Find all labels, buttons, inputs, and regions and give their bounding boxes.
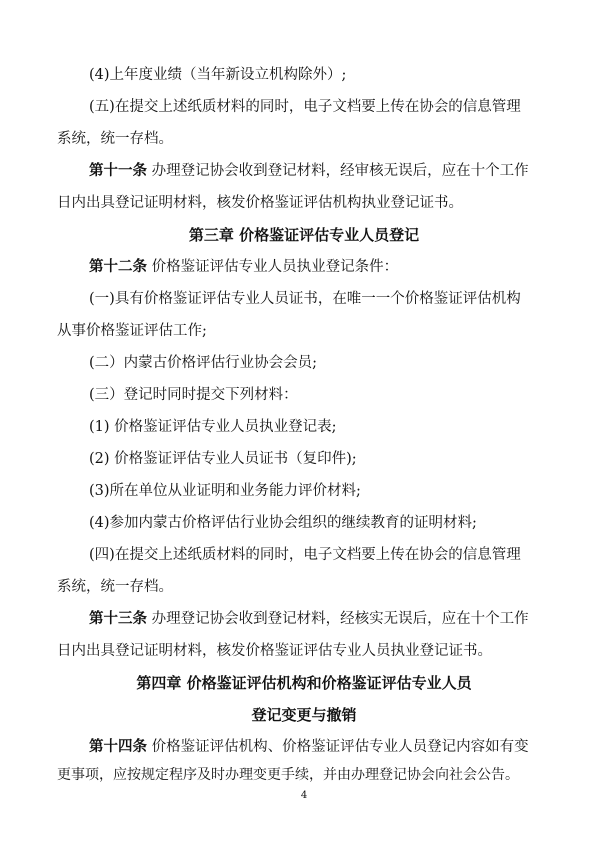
article-eleven-label: 第十一条 xyxy=(89,163,147,179)
material-three: (3)所在单位从业证明和业务能力评价材料; xyxy=(89,483,361,499)
condition-one-line2: 从事价格鉴证评估工作; xyxy=(57,323,207,339)
article-twelve-label: 第十二条 xyxy=(89,259,147,275)
article-fourteen-line1 xyxy=(89,737,529,757)
article-fourteen-text: 价格鉴证评估机构、价格鉴证评估专业人员登记内容如有变 xyxy=(147,739,529,755)
material-four: (4)参加内蒙古价格评估行业协会组织的继续教育的证明材料; xyxy=(89,515,477,531)
paragraph-item-five-line2: 系统，统一存档。 xyxy=(57,131,173,147)
article-twelve-line1 xyxy=(89,257,398,277)
article-eleven-line1 xyxy=(89,161,529,181)
article-eleven-text: 办理登记协会收到登记材料，经审核无误后，应在十个工作 xyxy=(147,163,529,179)
condition-three: (三）登记时同时提交下列材料： xyxy=(89,387,298,403)
condition-one-line1: (一)具有价格鉴证评估专业人员证书，在唯一一个价格鉴证评估机构 xyxy=(89,291,521,307)
article-thirteen-line2: 日内出具登记证明材料，核发价格鉴证评估专业人员执业登记证书。 xyxy=(57,643,492,659)
article-fourteen-label: 第十四条 xyxy=(89,739,147,755)
condition-two: (二）内蒙古价格评估行业协会会员; xyxy=(89,355,318,371)
article-eleven-line2: 日内出具登记证明材料，核发价格鉴证评估机构执业登记证书。 xyxy=(57,195,463,211)
article-fourteen-line2: 更事项，应按规定程序及时办理变更手续，并由办理登记协会向社会公告。 xyxy=(57,767,519,783)
material-two: (2) 价格鉴证评估专业人员证书（复印件); xyxy=(89,451,357,467)
condition-four-line1: (四)在提交上述纸质材料的同时，电子文档要上传在协会的信息管理 xyxy=(89,547,521,563)
paragraph-prior-performance: (4)上年度业绩（当年新设立机构除外）; xyxy=(89,67,347,83)
condition-four-line2: 系统，统一存档。 xyxy=(57,579,173,595)
chapter-four-heading-line1: 第四章 价格鉴证评估机构和价格鉴证评估专业人员 xyxy=(136,674,472,692)
article-thirteen-label: 第十三条 xyxy=(89,611,147,627)
chapter-four-heading-line2: 登记变更与撤销 xyxy=(251,706,357,724)
article-thirteen-text: 办理登记协会收到登记材料，经核实无误后，应在十个工作 xyxy=(147,611,529,627)
page-number: 4 xyxy=(300,790,308,801)
chapter-three-heading: 第三章 价格鉴证评估专业人员登记 xyxy=(188,226,420,244)
material-one: (1) 价格鉴证评估专业人员执业登记表; xyxy=(89,419,337,435)
paragraph-item-five-line1: (五)在提交上述纸质材料的同时，电子文档要上传在协会的信息管理 xyxy=(89,99,521,115)
article-thirteen-line1 xyxy=(89,609,529,629)
article-twelve-text: 价格鉴证评估专业人员执业登记条件： xyxy=(147,259,399,275)
